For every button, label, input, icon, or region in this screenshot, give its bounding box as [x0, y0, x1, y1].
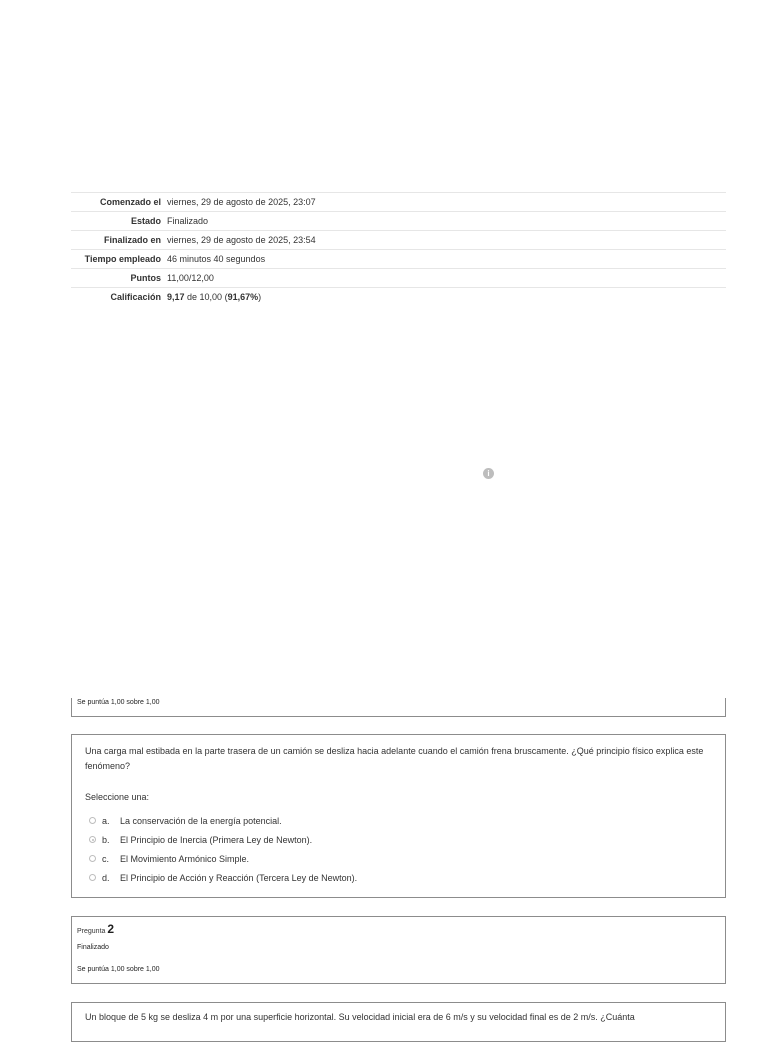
- answer-list: [89, 811, 357, 887]
- summary-label: Calificación: [110, 292, 161, 302]
- answer-letter: c.: [102, 853, 110, 864]
- question-prompt: Seleccione una:: [85, 792, 150, 802]
- question-1-content: [71, 734, 726, 898]
- grade-score: 9,17: [167, 292, 185, 302]
- summary-row-finished: [71, 231, 726, 250]
- radio-button[interactable]: [89, 817, 96, 824]
- summary-label: Comenzado el: [99, 197, 161, 207]
- answer-option-b[interactable]: [89, 830, 357, 849]
- answer-letter: d.: [102, 872, 110, 883]
- summary-row-started: [71, 193, 726, 212]
- grade-percent: 91,67%: [227, 292, 259, 302]
- grade-middle: de 10,00 (: [184, 292, 228, 302]
- summary-value: 46 minutos 40 segundos: [167, 254, 266, 264]
- info-icon: i: [483, 468, 494, 479]
- question-text: Un bloque de 5 kg se desliza 4 m por una superficie horizontal. Su velocidad inicial era de 6 m/s y su velocidad final es de 2 m/s. ¿Cuánta: [85, 1012, 635, 1022]
- answer-option-a[interactable]: [89, 811, 357, 830]
- summary-row-time-taken: [71, 250, 726, 269]
- radio-button[interactable]: [89, 855, 96, 862]
- question-label: Pregunta: [77, 928, 106, 935]
- summary-row-state: [71, 212, 726, 231]
- summary-label: Finalizado en: [103, 235, 161, 245]
- radio-button[interactable]: [89, 874, 96, 881]
- question-state: Finalizado: [77, 944, 109, 951]
- answer-text: La conservación de la energía potencial.: [120, 815, 282, 826]
- question-2-info: [71, 916, 726, 984]
- summary-label: Tiempo empleado: [84, 254, 161, 264]
- attempt-summary-table: [71, 192, 726, 306]
- summary-value: 11,00/12,00: [167, 273, 214, 283]
- summary-label: Puntos: [130, 273, 161, 283]
- radio-button-checked[interactable]: [89, 836, 96, 843]
- answer-option-c[interactable]: [89, 849, 357, 868]
- summary-row-points: [71, 269, 726, 288]
- summary-value: viernes, 29 de agosto de 2025, 23:54: [167, 235, 316, 245]
- answer-text: El Principio de Acción y Reacción (Tercera Ley de Newton).: [120, 872, 358, 883]
- question-number: [77, 922, 114, 936]
- summary-value: viernes, 29 de agosto de 2025, 23:07: [167, 197, 316, 207]
- summary-row-grade: [71, 288, 726, 306]
- question-points: Se puntúa 1,00 sobre 1,00: [77, 966, 160, 973]
- question-text: Una carga mal estibada en la parte trasera de un camión se desliza hacia adelante cuando el camión frena bruscamente. ¿Qué principio físico explica este fenómeno?: [85, 746, 704, 771]
- answer-letter: b.: [102, 834, 110, 845]
- summary-value: Finalizado: [167, 216, 209, 226]
- summary-label: Estado: [130, 216, 161, 226]
- grade-value: [167, 288, 261, 306]
- answer-letter: a.: [102, 815, 110, 826]
- grade-end: ): [258, 292, 262, 302]
- answer-text: El Movimiento Armónico Simple.: [120, 853, 250, 864]
- answer-option-d[interactable]: [89, 868, 357, 887]
- answer-text: El Principio de Inercia (Primera Ley de Newton).: [120, 834, 313, 845]
- question-1-info: [71, 698, 726, 717]
- question-number-value: 2: [107, 922, 115, 936]
- question-2-content: [71, 1002, 726, 1042]
- question-points: Se puntúa 1,00 sobre 1,00: [77, 699, 160, 706]
